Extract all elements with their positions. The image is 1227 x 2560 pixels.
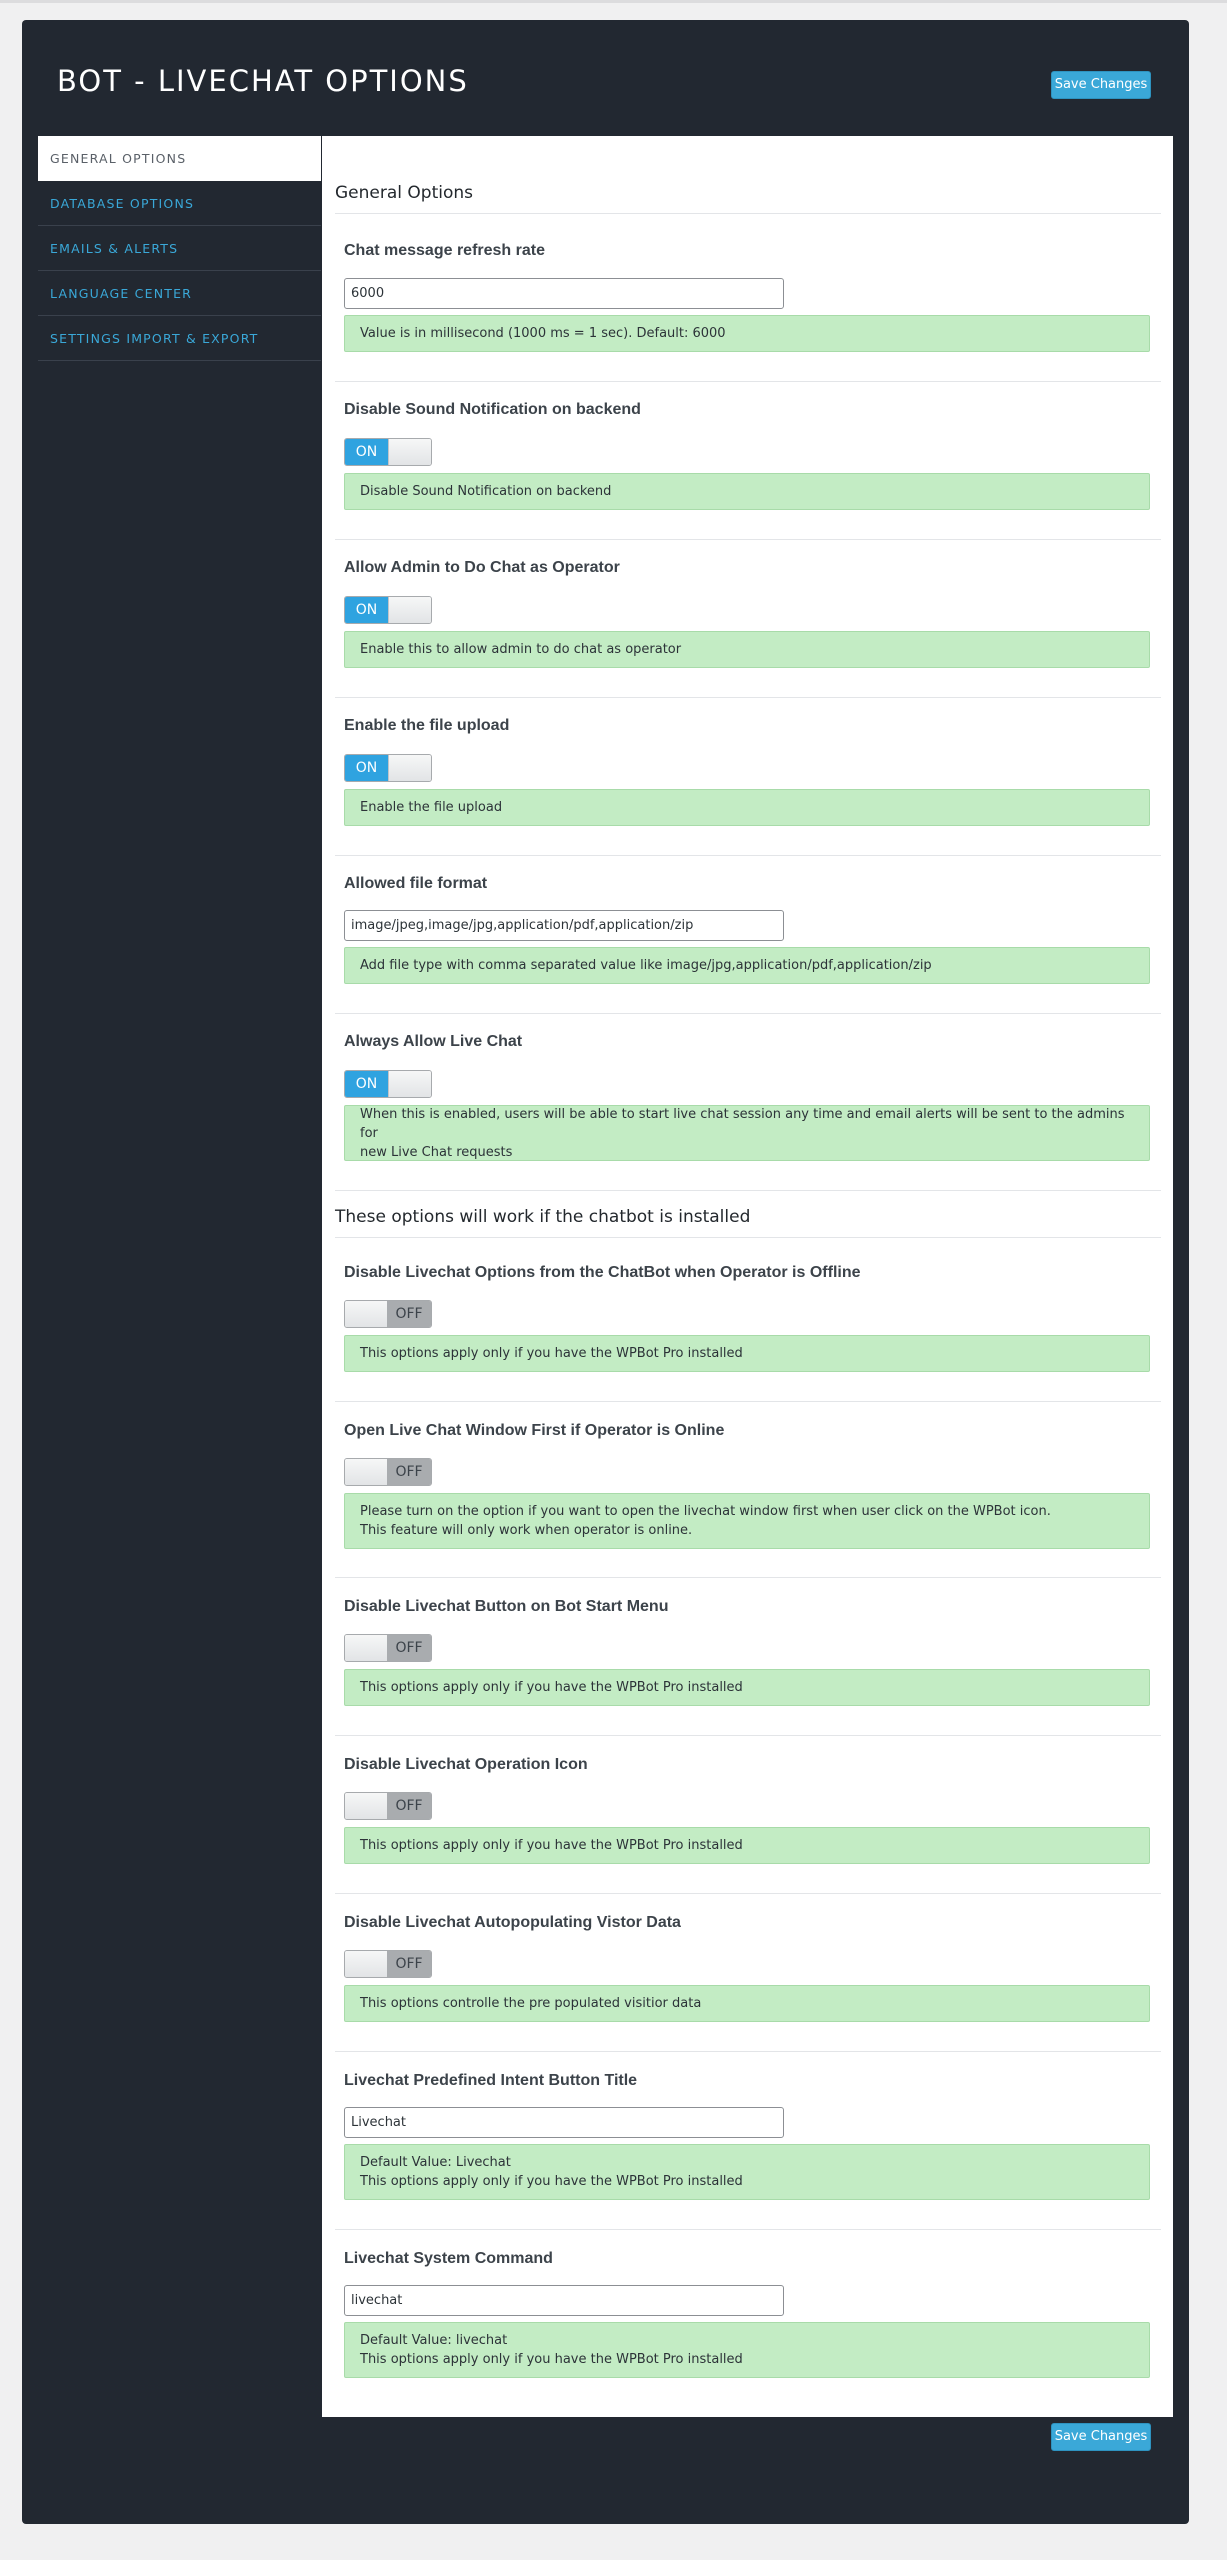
toggle-off-label: OFF: [387, 1635, 431, 1661]
disable-offline-note: [344, 1335, 1150, 1372]
divider: [335, 1190, 1161, 1191]
note-text-line2: This options apply only if you have the WPBot Pro installed: [360, 2174, 743, 2189]
toggle-knob: [388, 439, 431, 465]
file-upload-toggle[interactable]: [344, 754, 432, 782]
note-text: Enable the file upload: [360, 800, 503, 815]
options-content: [322, 136, 1173, 2417]
file-upload-note: [344, 789, 1150, 826]
sidebar-item-database-options[interactable]: DATABASE OPTIONS: [38, 181, 321, 226]
divider: [335, 855, 1161, 856]
note-text-line1: Default Value: Livechat: [360, 2155, 511, 2170]
divider: [335, 1013, 1161, 1014]
disable-icon-toggle[interactable]: [344, 1792, 432, 1820]
option-title-intent-title: Livechat Predefined Intent Button Title: [344, 2072, 638, 2089]
always-live-note: [344, 1105, 1150, 1161]
divider: [335, 2229, 1161, 2230]
sidebar-nav: [38, 136, 321, 361]
toggle-knob: [388, 1071, 431, 1097]
intent-title-note: [344, 2144, 1150, 2200]
divider: [335, 1893, 1161, 1894]
note-text: This options controlle the pre populated visitior data: [360, 1996, 702, 2011]
note-text: Value is in millisecond (1000 ms = 1 sec). Default: 6000: [360, 326, 726, 341]
note-text-line2: This options apply only if you have the WPBot Pro installed: [360, 2352, 743, 2367]
intent-title-input[interactable]: [344, 2107, 784, 2138]
note-text: This options apply only if you have the WPBot Pro installed: [360, 1838, 743, 1853]
option-title-file-upload: Enable the file upload: [344, 717, 510, 734]
toggle-knob: [345, 1951, 388, 1977]
disable-sound-note: [344, 473, 1150, 510]
disable-button-toggle[interactable]: [344, 1634, 432, 1662]
option-title-disable-button: Disable Livechat Button on Bot Start Menu: [344, 1598, 669, 1615]
toggle-knob: [345, 1635, 388, 1661]
option-title-open-first: Open Live Chat Window First if Operator is Online: [344, 1422, 725, 1439]
refresh-rate-note: [344, 315, 1150, 352]
disable-offline-toggle[interactable]: [344, 1300, 432, 1328]
divider: [335, 1237, 1161, 1238]
option-title-disable-sound: Disable Sound Notification on backend: [344, 401, 641, 418]
page-title: BOT - LIVECHAT OPTIONS: [57, 64, 469, 98]
toggle-on-label: ON: [345, 1071, 388, 1097]
note-text: This options apply only if you have the WPBot Pro installed: [360, 1680, 743, 1695]
save-changes-button-bottom[interactable]: Save Changes: [1051, 2423, 1151, 2451]
file-format-input[interactable]: [344, 910, 784, 941]
divider: [335, 2051, 1161, 2052]
toggle-knob: [345, 1301, 388, 1327]
refresh-rate-input[interactable]: [344, 278, 784, 309]
toggle-off-label: OFF: [387, 1459, 431, 1485]
toggle-off-label: OFF: [387, 1793, 431, 1819]
admin-operator-toggle[interactable]: [344, 596, 432, 624]
option-title-disable-offline: Disable Livechat Options from the ChatBot when Operator is Offline: [344, 1264, 861, 1281]
option-title-admin-operator: Allow Admin to Do Chat as Operator: [344, 559, 620, 576]
open-first-toggle[interactable]: [344, 1458, 432, 1486]
disable-sound-toggle[interactable]: [344, 438, 432, 466]
disable-button-note: [344, 1669, 1150, 1706]
option-title-disable-icon: Disable Livechat Operation Icon: [344, 1756, 588, 1773]
toggle-knob: [388, 597, 431, 623]
sidebar-item-language-center[interactable]: LANGUAGE CENTER: [38, 271, 321, 316]
open-first-note: [344, 1493, 1150, 1549]
option-title-system-command: Livechat System Command: [344, 2250, 553, 2267]
file-format-note: [344, 947, 1150, 984]
admin-operator-note: [344, 631, 1150, 668]
option-title-always-live: Always Allow Live Chat: [344, 1033, 523, 1050]
divider: [335, 1735, 1161, 1736]
toggle-knob: [345, 1793, 388, 1819]
admin-top-strip: [0, 0, 1227, 3]
always-live-toggle[interactable]: [344, 1070, 432, 1098]
option-title-disable-autopop: Disable Livechat Autopopulating Vistor Data: [344, 1914, 681, 1931]
disable-autopop-toggle[interactable]: [344, 1950, 432, 1978]
sidebar-item-emails-alerts[interactable]: EMAILS & ALERTS: [38, 226, 321, 271]
disable-autopop-note: [344, 1985, 1150, 2022]
section-heading-chatbot: These options will work if the chatbot is installed: [335, 1207, 751, 1227]
note-text-line1: When this is enabled, users will be able to start live chat session any time and email alerts will be sent to the admins for: [360, 1106, 1125, 1141]
divider: [335, 697, 1161, 698]
note-text: Add file type with comma separated value like image/jpg,application/pdf,application/zip: [360, 958, 932, 973]
option-title-file-format: Allowed file format: [344, 875, 488, 892]
divider: [335, 539, 1161, 540]
note-text-line2: new Live Chat requests: [360, 1144, 513, 1160]
note-text-line2: This feature will only work when operator is online.: [360, 1523, 693, 1538]
options-panel: [22, 20, 1189, 2524]
section-heading-general: General Options: [335, 183, 473, 203]
toggle-off-label: OFF: [387, 1951, 431, 1977]
divider: [335, 1401, 1161, 1402]
sidebar-item-settings-import-export[interactable]: SETTINGS IMPORT & EXPORT: [38, 316, 321, 361]
option-title-refresh-rate: Chat message refresh rate: [344, 242, 545, 259]
toggle-knob: [345, 1459, 388, 1485]
toggle-on-label: ON: [345, 597, 388, 623]
toggle-on-label: ON: [345, 439, 388, 465]
toggle-off-label: OFF: [387, 1301, 431, 1327]
system-command-input[interactable]: [344, 2285, 784, 2316]
toggle-knob: [388, 755, 431, 781]
note-text: This options apply only if you have the WPBot Pro installed: [360, 1346, 743, 1361]
divider: [335, 213, 1161, 214]
disable-icon-note: [344, 1827, 1150, 1864]
note-text: Disable Sound Notification on backend: [360, 484, 612, 499]
note-text-line1: Please turn on the option if you want to open the livechat window first when user click on the WPBot icon.: [360, 1504, 1051, 1519]
divider: [335, 381, 1161, 382]
divider: [335, 1577, 1161, 1578]
note-text-line1: Default Value: livechat: [360, 2333, 508, 2348]
save-changes-button-top[interactable]: Save Changes: [1051, 71, 1151, 99]
toggle-on-label: ON: [345, 755, 388, 781]
sidebar-item-general-options[interactable]: GENERAL OPTIONS: [38, 136, 321, 181]
note-text: Enable this to allow admin to do chat as operator: [360, 642, 682, 657]
system-command-note: [344, 2322, 1150, 2378]
